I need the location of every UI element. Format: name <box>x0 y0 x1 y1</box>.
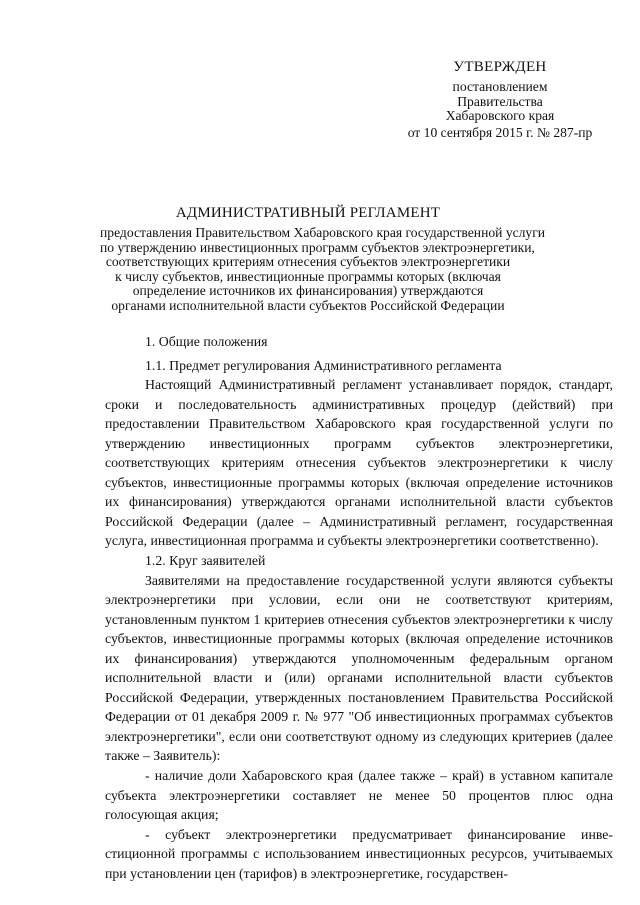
list-item: - наличие доли Хабаровского края (далее также – край) в уставном капитале субъекта электроэнергетики составляет не менее 50 процентов плюс одна голосующая акция; <box>105 768 613 823</box>
approval-line: Хабаровского края <box>445 108 555 123</box>
subtitle-line: к числу субъектов, инвестиционные программы которых (включая <box>115 268 501 284</box>
list-item: - субъект электроэнергетики предусматривает финансирование инвестиционной программы с использованием инвестиционных ресурсов, учитываемых при установлении цен (тарифов) в электроэнергетике, государствен- <box>105 826 613 881</box>
approval-stamp <box>380 58 620 140</box>
subtitle-line: соответствующих критериям отнесения субъектов электроэнергетики <box>105 254 511 270</box>
document-body <box>105 332 613 883</box>
subtitle-line: предоставления Правительством Хабаровского края государственной услуги <box>100 225 546 240</box>
approval-heading: УТВЕРЖДЕН <box>453 59 547 75</box>
subtitle-line: определение источников их финансирования) утверждаются <box>132 283 484 299</box>
subtitle-line: по утверждению инвестиционных программ субъектов электроэнергетики, <box>100 239 535 255</box>
paragraph: Настоящий Административный регламент устанавливает порядок, стандарт, сроки и последовательность административных процедур (действий) при предоставлении Правительством Хабаровского края государственной услуги по утверждению инвестиционных программ субъектов электроэнергетики, соответствующих критериям отнесения субъектов электроэнергетики к числу субъектов, инвестиционные программы которых (включая определение источников их финансирования) утверждаются органами исполнительной власти субъектов Российской Федерации (далее – Административный регламент, государственная услуга, инвестиционная программа и субъекты электроэнергетики соответственно). <box>105 377 613 549</box>
approval-line: Правительства <box>457 93 543 109</box>
document-subtitle <box>100 225 546 314</box>
paragraph: Заявителями на предоставление государственной услуги являются субъекты электроэнергетики при условии, если они не соответствуют критериям, установленным пунктом 1 критериев отнесения субъектов электроэнергетики к числу субъектов, инвестиционные программы которых (включая определение источников их финансирования) утверждаются уполномоченным федеральным органом исполнительной власти и (или) органами исполнительной власти субъектов Российской Федерации, утвержденных постановлением Правительства Российской Федерации от 01 декабря 2009 г. № 977 "Об инвестиционных программах субъектов электроэнергетики", если они соответствуют одному из следующих критериев (далее также – Заявитель): <box>105 572 613 764</box>
section-heading: 1. Общие положения <box>145 334 268 349</box>
subsection-heading: 1.2. Круг заявителей <box>145 553 266 569</box>
approval-date: от 10 сентября 2015 г. № 287-пр <box>407 124 593 140</box>
document-title: АДМИНИСТРАТИВНЫЙ РЕГЛАМЕНТ <box>175 205 441 221</box>
approval-line: постановлением <box>452 79 548 94</box>
subsection-heading: 1.1. Предмет регулирования Административного регламента <box>145 357 502 373</box>
subtitle-line: органами исполнительной власти субъектов Российской Федерации <box>111 297 505 313</box>
